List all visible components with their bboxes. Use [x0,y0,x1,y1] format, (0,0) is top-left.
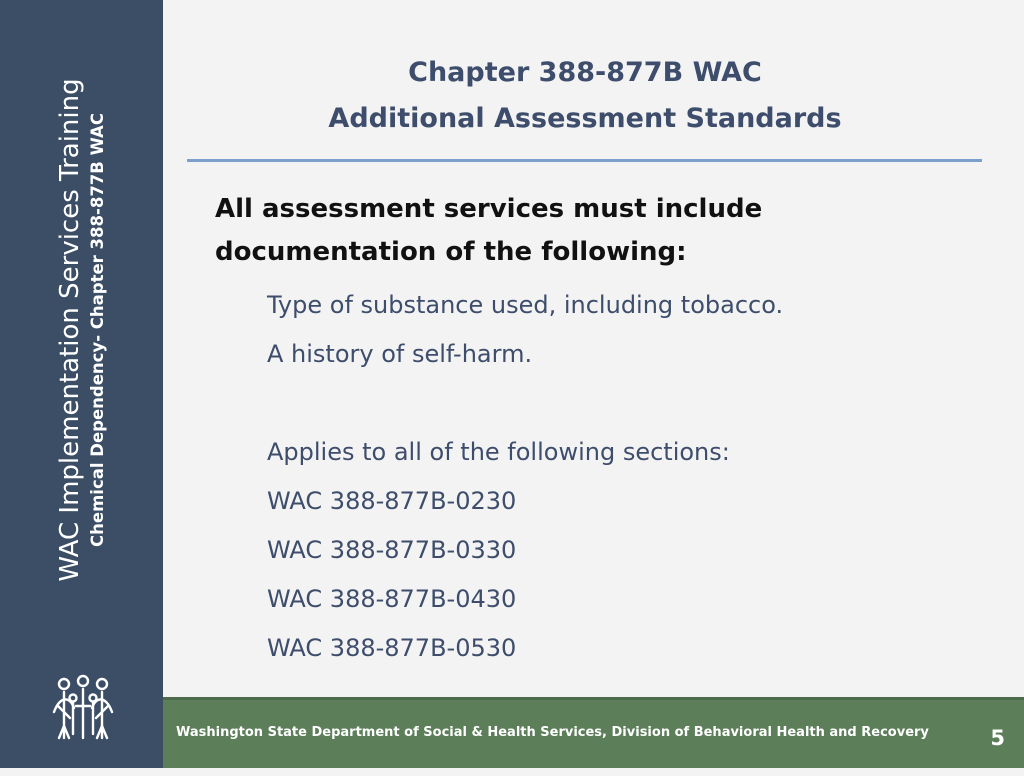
list-item: Type of substance used, including tobacco. [267,291,784,319]
section-item: WAC 388-877B-0430 [267,585,517,613]
dshs-people-logo-icon [50,672,116,742]
slide-title-line-2: Additional Assessment Standards [328,103,842,134]
lead-line-1: All assessment services must include [215,194,763,224]
title-divider [187,159,982,162]
sidebar-title: WAC Implementation Services Training [55,78,85,582]
list-item: A history of self-harm. [267,340,533,368]
spacer [267,379,967,428]
section-item: WAC 388-877B-0330 [267,536,517,564]
slide-title [190,50,980,142]
page-number: 5 [990,726,1005,750]
sidebar [0,0,163,768]
sidebar-subtitle: Chemical Dependency- Chapter 388-877B WAC [88,113,107,547]
section-item: WAC 388-877B-0230 [267,487,517,515]
sidebar-vertical-title [22,0,142,660]
footer [163,700,1024,768]
slide-title-line-1: Chapter 388-877B WAC [408,57,762,88]
lead-text [215,188,935,274]
content-list [267,281,967,673]
applies-label: Applies to all of the following sections: [267,438,730,466]
footer-text: Washington State Department of Social & Health Services, Division of Behavioral Health and Recovery [176,725,929,740]
lead-line-2: documentation of the following: [215,237,687,267]
section-item: WAC 388-877B-0530 [267,634,517,662]
